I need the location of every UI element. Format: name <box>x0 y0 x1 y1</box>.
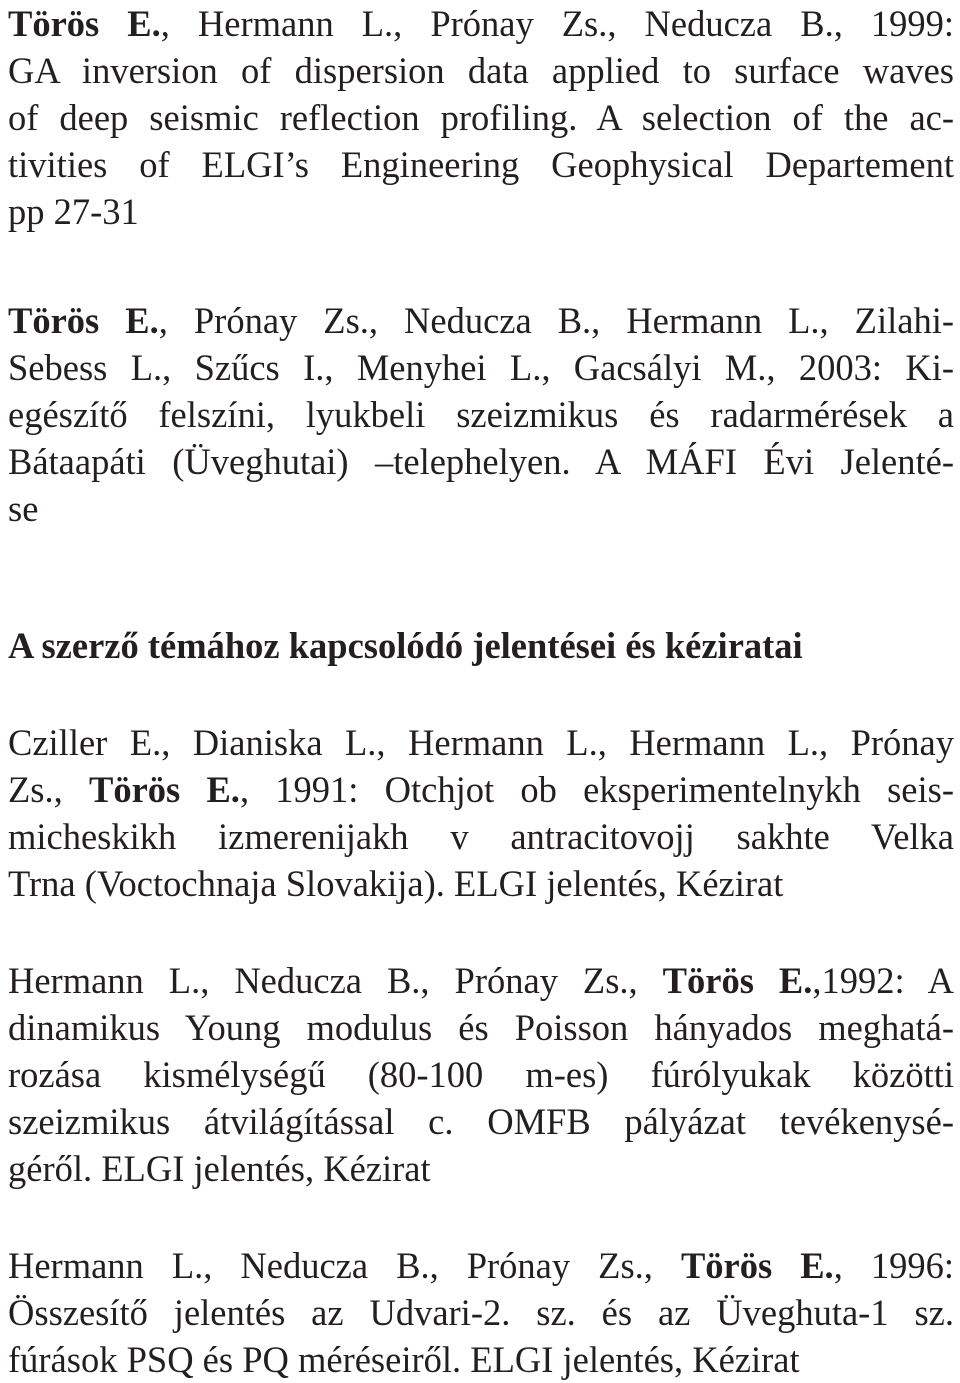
report-line <box>8 1242 954 1289</box>
text-segment: dinamikus Young modulus és Poisson hányados meghatá- <box>8 1007 954 1048</box>
document-page <box>8 0 954 1383</box>
report-list <box>8 719 954 1383</box>
text-segment: egészítő felszíni, lyukbeli szeizmikus és radarmérések a <box>8 394 954 435</box>
author-name-bold: Törös E. <box>680 1245 834 1286</box>
report-entry <box>8 957 954 1192</box>
text-segment: GA inversion of dispersion data applied to surface waves <box>8 50 954 91</box>
publication-line <box>8 188 954 235</box>
text-segment: ,1992: A <box>812 960 954 1001</box>
publication-line <box>8 0 954 47</box>
spacer <box>8 235 954 297</box>
text-segment: Sebess L., Szűcs I., Menyhei L., Gacsályi M., 2003: Ki- <box>8 347 954 388</box>
text-segment: of deep seismic reflection profiling. A selection of the ac- <box>8 97 954 138</box>
author-name-bold: Törös E. <box>662 960 813 1001</box>
text-segment: , 1996: <box>833 1245 954 1286</box>
text-segment: Cziller E., Dianiska L., Hermann L., Hermann L., Prónay <box>8 722 954 763</box>
report-line <box>8 1051 954 1098</box>
report-entry <box>8 719 954 907</box>
text-segment: szeizmikus átvilágítással c. OMFB pályázat tevékenysé- <box>8 1101 954 1142</box>
publication-entry <box>8 0 954 235</box>
text-segment: se <box>8 488 39 529</box>
report-line <box>8 719 954 766</box>
spacer <box>8 669 954 719</box>
report-line <box>8 860 954 907</box>
text-segment: Trna (Voctochnaja Slovakija). ELGI jelentés, Kézirat <box>8 863 784 904</box>
text-segment: pp 27-31 <box>8 191 139 232</box>
text-segment: fúrások PSQ és PQ méréseiről. ELGI jelentés, Kézirat <box>8 1339 800 1380</box>
publication-list <box>8 0 954 532</box>
text-segment: , Prónay Zs., Neducza B., Hermann L., Zilahi- <box>158 300 954 341</box>
report-line <box>8 1289 954 1336</box>
report-line <box>8 1336 954 1383</box>
spacer <box>8 532 954 622</box>
publication-line <box>8 438 954 485</box>
text-segment: Hermann L., Neducza B., Prónay Zs., <box>8 1245 681 1286</box>
publication-line <box>8 344 954 391</box>
publication-line <box>8 297 954 344</box>
spacer <box>8 1192 954 1242</box>
report-line <box>8 766 954 813</box>
publication-entry <box>8 297 954 532</box>
text-segment: tivities of ELGI’s Engineering Geophysical Departement <box>8 144 954 185</box>
text-segment: , Hermann L., Prónay Zs., Neducza B., 1999: <box>160 3 954 44</box>
report-line <box>8 1098 954 1145</box>
report-line <box>8 1145 954 1192</box>
author-name-bold: Törös E. <box>8 3 161 44</box>
publication-line <box>8 141 954 188</box>
report-line <box>8 813 954 860</box>
report-line <box>8 957 954 1004</box>
report-entry <box>8 1242 954 1383</box>
text-segment: Összesítő jelentés az Udvari-2. sz. és az Üveghuta-1 sz. <box>8 1292 954 1333</box>
author-name-bold: Törös E. <box>8 300 159 341</box>
text-segment: géről. ELGI jelentés, Kézirat <box>8 1148 431 1189</box>
report-line <box>8 1004 954 1051</box>
publication-line <box>8 94 954 141</box>
spacer <box>8 907 954 957</box>
text-segment: Bátaapáti (Üveghutai) –telephelyen. A MÁFI Évi Jelenté- <box>8 441 954 482</box>
text-segment: , 1991: Otchjot ob eksperimentelnykh seis- <box>239 769 954 810</box>
section-heading: A szerző témához kapcsolódó jelentései és kéziratai <box>8 625 803 666</box>
author-name-bold: Törös E. <box>88 769 240 810</box>
publication-line <box>8 391 954 438</box>
publication-line <box>8 485 954 532</box>
publication-line <box>8 47 954 94</box>
text-segment: micheskikh izmerenijakh v antracitovojj sakhte Velka <box>8 816 954 857</box>
text-segment: Hermann L., Neducza B., Prónay Zs., <box>8 960 663 1001</box>
text-segment: Zs., <box>8 769 89 810</box>
text-segment: rozása kismélységű (80-100 m-es) fúrólyukak közötti <box>8 1054 954 1095</box>
